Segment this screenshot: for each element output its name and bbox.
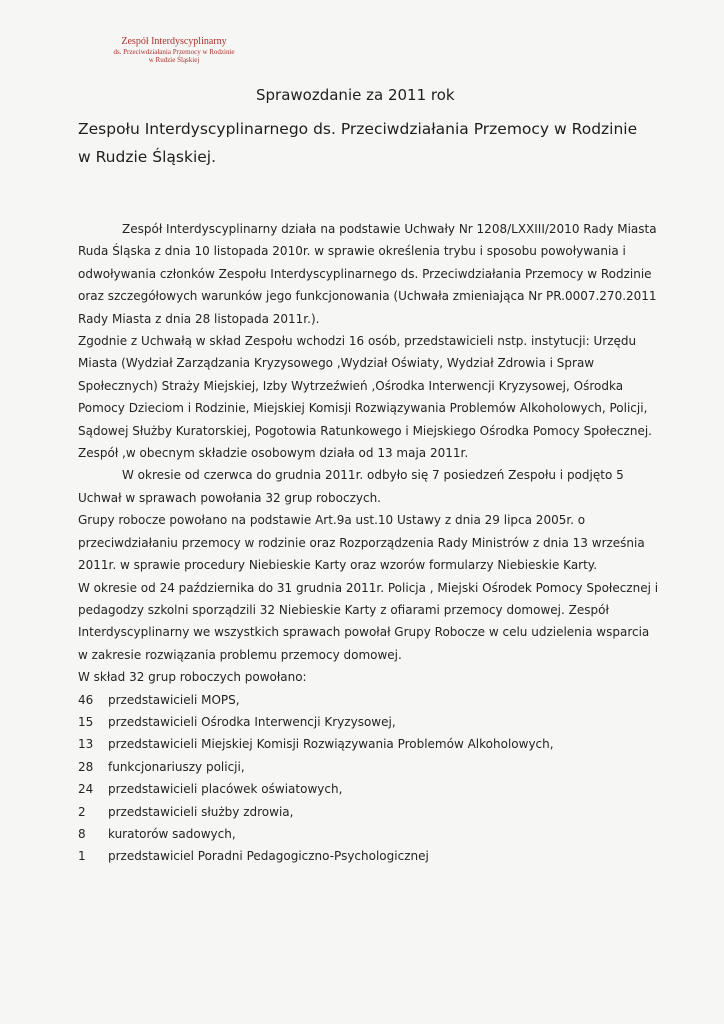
stamp-line-3: w Rudzie Śląskiej [148, 55, 200, 64]
list-item-text: przedstawicieli Miejskiej Komisji Rozwiązywania Problemów Alkoholowych, [108, 737, 554, 752]
list-item [78, 756, 662, 778]
list-item [78, 778, 662, 800]
paragraph-composition: Zgodnie z Uchwałą w skład Zespołu wchodzi 16 osób, przedstawicieli nstp. instytucji: Urzędu Miasta (Wydział Zarządzania Kryzysowego ,Wydział Oświaty, Wydział Zdrowia i Spraw Społecznych) Straży Miejskiej, Izby Wytrzeźwień ,Ośrodka Interwencji Kryzysowej, Ośrodka Pomocy Dzieciom i Rodzinie, Miejskiej Komisji Rozwiązywania Problemów Alkoholowych, Policji, Sądowej Służby Kuratorskiej, Pogotowia Ratunkowego i Miejskiego Ośrodka Pomocy Społecznej. [78, 334, 652, 438]
list-item-text: przedstawiciel Poradni Pedagogiczno-Psychologicznej [108, 849, 429, 864]
list-item-count: 2 [78, 804, 86, 819]
paragraph-working-groups: Grupy robocze powołano na podstawie Art.9a ust.10 Ustawy z dnia 29 lipca 2005r. o przeciwdziałaniu przemocy w rodzinie oraz Rozporządzenia Rady Ministrów z dnia 13 września 2011r. w sprawie procedury Niebieskie Karty oraz wzorów formularzy Niebieskie Karty. [78, 513, 645, 573]
document-body [78, 218, 662, 868]
list-item [78, 733, 662, 755]
list-item-count: 15 [78, 714, 94, 729]
list-item-text: funkcjonariuszy policji, [108, 759, 245, 774]
list-item-count: 8 [78, 826, 86, 841]
paragraph-legal-basis: Zespół Interdyscyplinarny działa na podstawie Uchwały Nr 1208/LXXIII/2010 Rady Miasta Ruda Śląska z dnia 10 listopada 2010r. w sprawie określenia trybu i sposobu powoływania i odwoływania członków Zespołu Interdyscyplinarnego ds. Przeciwdziałania Przemocy w Rodzinie oraz szczegółowych warunków jego funkcjonowania (Uchwała zmieniająca Nr PR.0007.270.2011 Rady Miasta z dnia 28 listopada 2011r.). [78, 222, 657, 326]
document-subtitle-line-2: w Rudzie Śląskiej. [78, 148, 217, 166]
list-item [78, 689, 662, 711]
list-item-text: przedstawicieli MOPS, [108, 692, 240, 707]
document-title: Sprawozdanie za 2011 rok [256, 86, 455, 104]
list-item-text: przedstawicieli służby zdrowia, [108, 804, 294, 819]
list-item-count: 24 [78, 782, 94, 797]
list-item [78, 711, 662, 733]
list-item-text: przedstawicieli placówek oświatowych, [108, 782, 343, 797]
institution-stamp [74, 36, 274, 64]
document-subtitle-line-1: Zespołu Interdyscyplinarnego ds. Przeciwdziałania Przemocy w Rodzinie [78, 120, 638, 138]
list-item-text: przedstawicieli Ośrodka Interwencji Kryzysowej, [108, 714, 396, 729]
stamp-line-1: Zespół Interdyscyplinarny [121, 36, 227, 47]
list-item-count: 1 [78, 849, 86, 864]
stamp-line-2: ds. Przeciwdziałania Przemocy w Rodzinie [113, 47, 235, 56]
list-item-count: 28 [78, 759, 94, 774]
list-item-text: kuratorów sadowych, [108, 826, 236, 841]
paragraph-groups-intro: W skład 32 grup roboczych powołano: [78, 670, 307, 685]
paragraph-blue-cards: W okresie od 24 października do 31 grudnia 2011r. Policja , Miejski Ośrodek Pomocy Społecznej i pedagodzy szkolni sporządzili 32 Niebieskie Karty z ofiarami przemocy domowej. Zespół Interdyscyplinarny we wszystkich sprawach powołał Grupy Robocze w celu udzielenia wsparcia w zakresie rozwiązania problemu przemocy domowej. [78, 580, 659, 662]
list-item [78, 801, 662, 823]
list-item [78, 845, 662, 867]
paragraph-meetings: W okresie od czerwca do grudnia 2011r. odbyło się 7 posiedzeń Zespołu i podjęto 5 Uchwał w sprawach powołania 32 grup roboczych. [78, 468, 624, 505]
list-item-count: 13 [78, 737, 94, 752]
members-list [78, 689, 662, 868]
paragraph-start-date: Zespół ,w obecnym składzie osobowym działa od 13 maja 2011r. [78, 446, 469, 461]
list-item-count: 46 [78, 692, 94, 707]
list-item [78, 823, 662, 845]
